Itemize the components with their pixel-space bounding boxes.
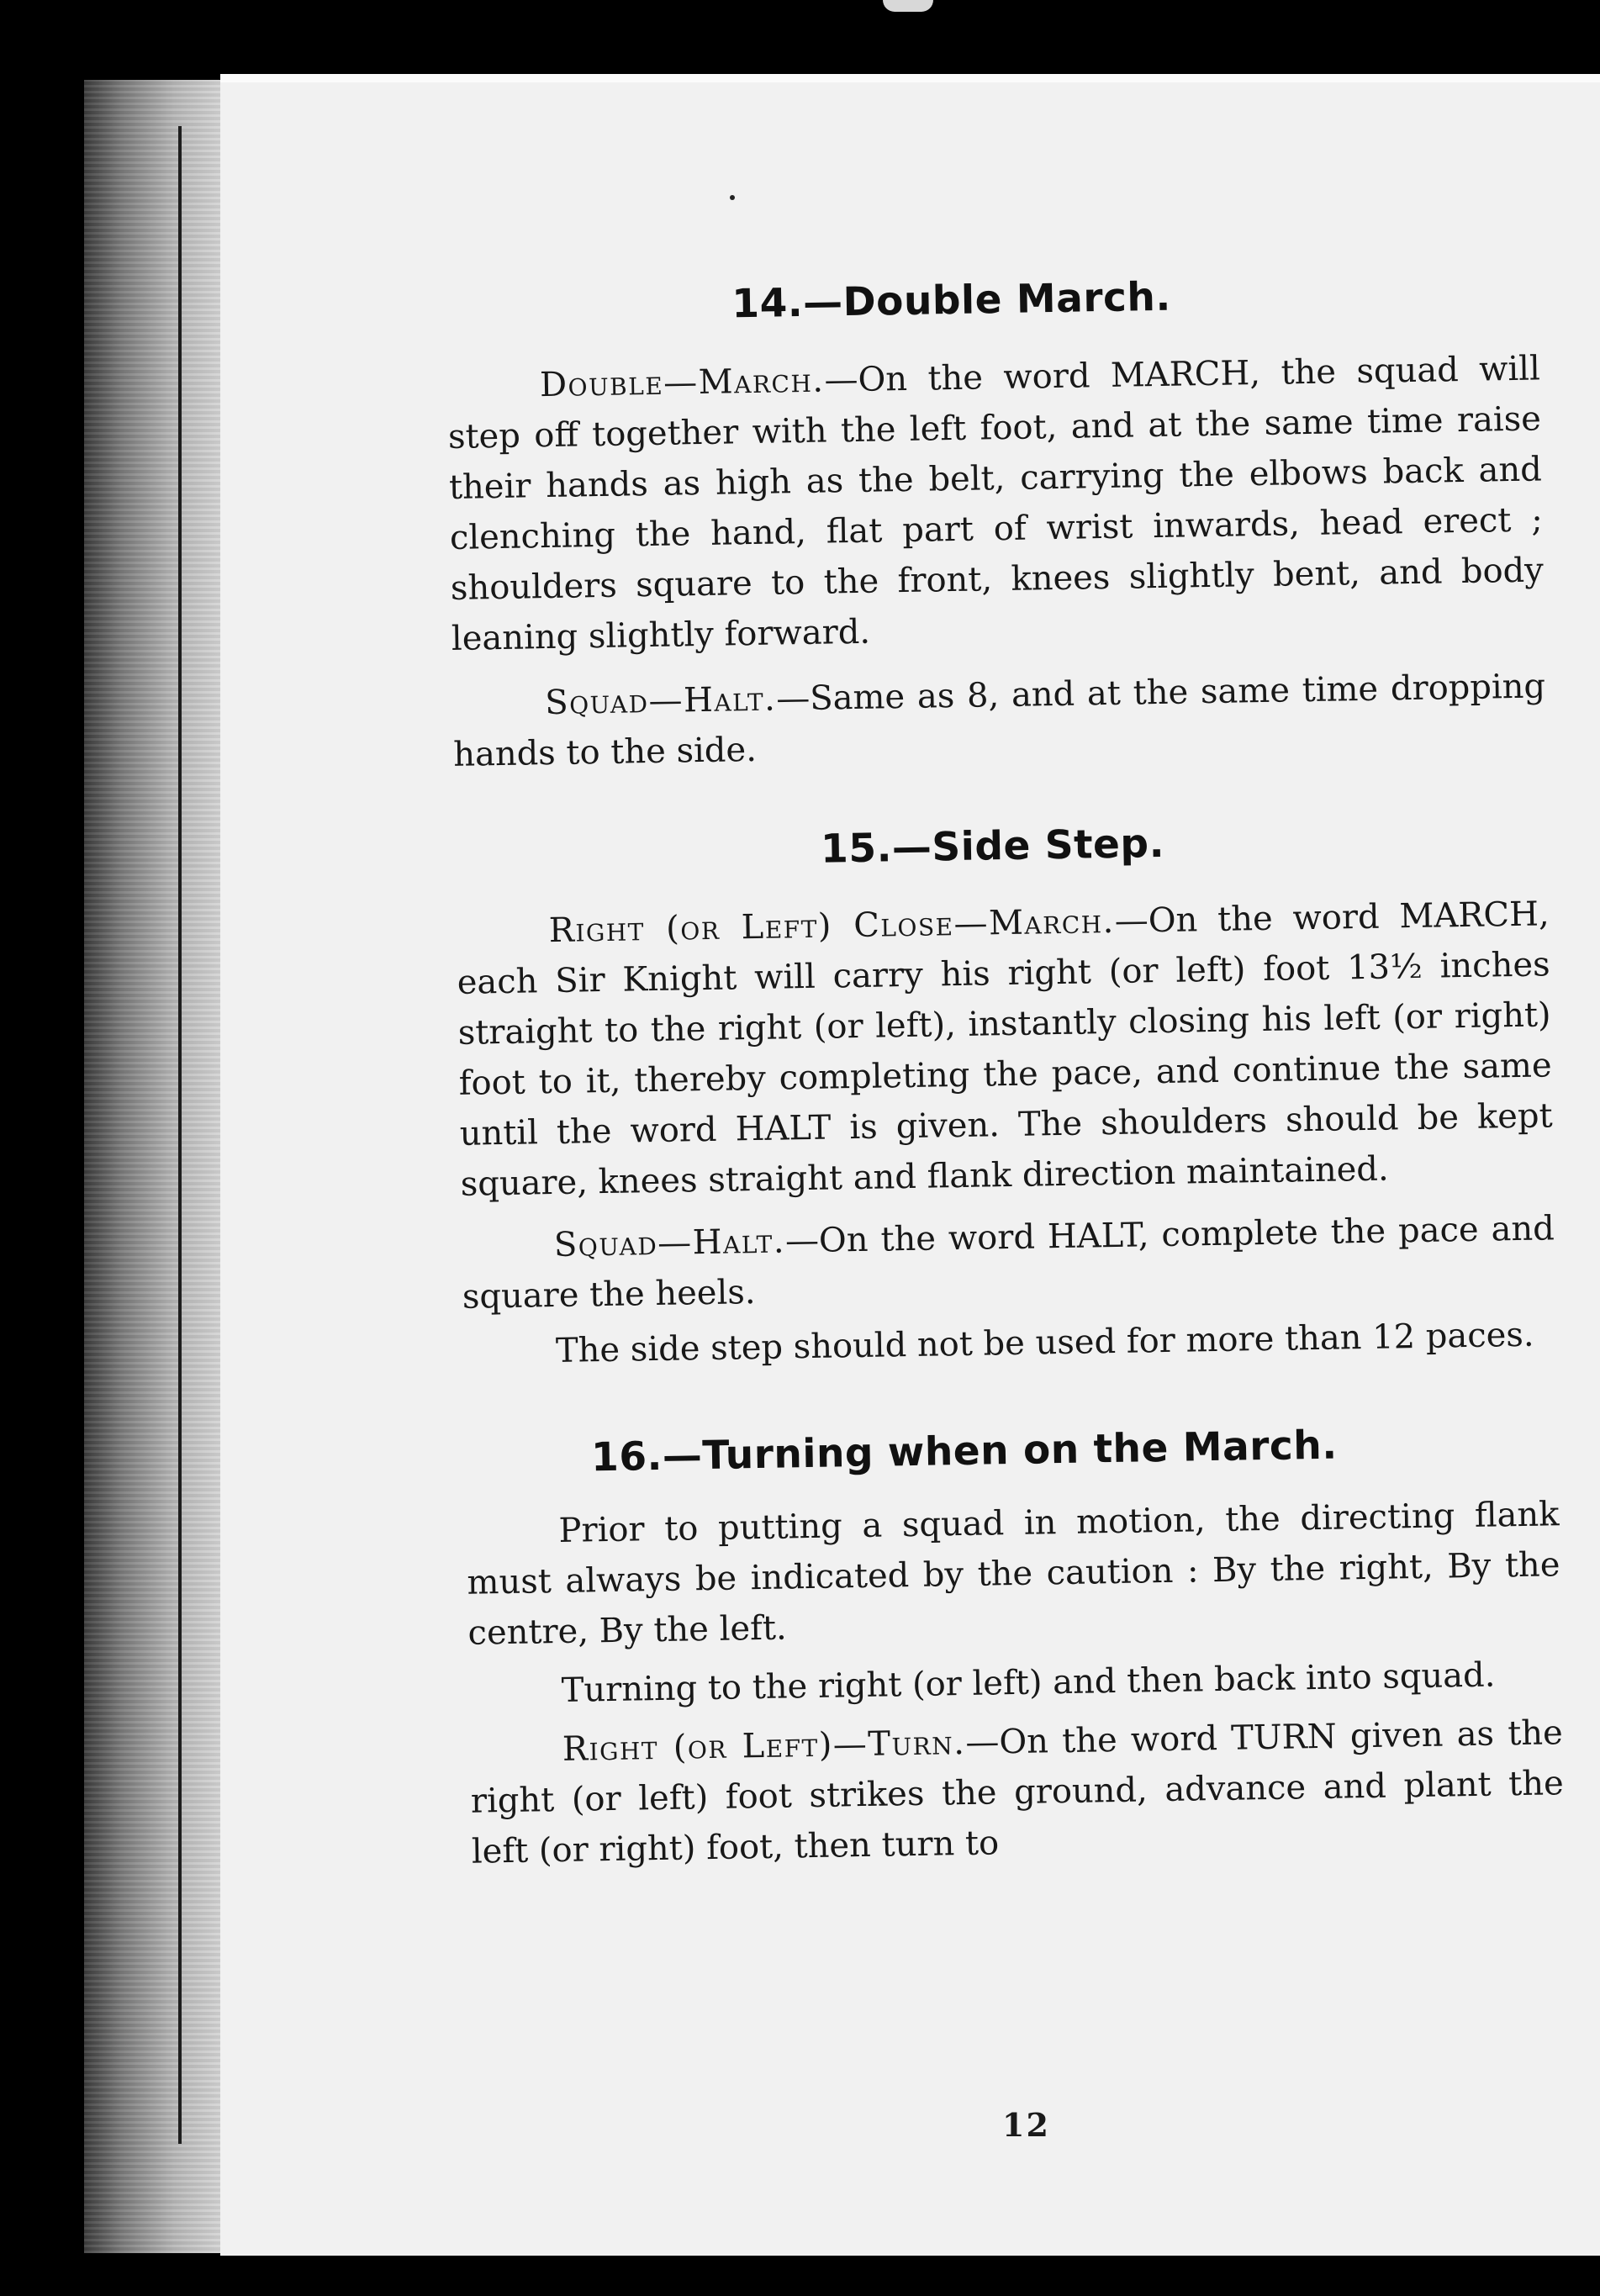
section-heading: 15.—Side Step. (820, 821, 1165, 874)
section-heading: 14.—Double March. (731, 273, 1172, 328)
command-lead: Squad—Halt. (544, 679, 777, 723)
paragraph (446, 344, 1545, 665)
scan-bottom-border (84, 2256, 1600, 2296)
paragraph (469, 1707, 1565, 1877)
ink-speck (730, 195, 735, 200)
scan-artifact (883, 0, 933, 12)
paragraph-text: The side step should not be used for more than 12 paces. (555, 1315, 1534, 1370)
paragraph (466, 1489, 1561, 1659)
page-content (446, 267, 1565, 1876)
paragraph-text: —On the word MARCH, each Sir Knight will carry his right (or left) foot 13½ inches straight to the right (or left), instantly closing his left (or right) foot to it, thereby completing the pace, and continue the same until the word HALT is given. The shoulders should be kept square, knees straight and flank direction maintained. (457, 895, 1553, 1204)
paragraph (456, 889, 1554, 1210)
command-lead: Right (or Left) Close—March. (548, 901, 1116, 950)
page-number: 12 (1002, 2106, 1050, 2144)
paragraph-text: —On the word TURN given as the right (or left) foot strikes the ground, advance and plant the left (or right) foot, then turn to (470, 1713, 1565, 1871)
paragraph (452, 662, 1547, 781)
paragraph-text: Turning to the right (or left) and then back into squad. (561, 1655, 1496, 1711)
section-heading: 16.—Turning when on the March. (590, 1422, 1338, 1481)
command-lead: Squad—Halt. (553, 1222, 786, 1264)
command-lead: Double—March. (539, 361, 825, 405)
paragraph-text: Prior to putting a squad in motion, the directing flank must always be indicated by the caution : By the right, By the centre, By the left. (467, 1495, 1560, 1653)
page-top-edge (220, 74, 1600, 82)
paragraph-text: —Same as 8, and at the same time dropping hands to the side. (452, 667, 1546, 775)
command-lead: Right (or Left)—Turn. (562, 1723, 966, 1770)
paragraph-text: —On the word HALT, complete the pace and square the heels. (462, 1209, 1555, 1317)
paragraph-text: —On the word MARCH, the squad will step off together with the left foot, and at the same time raise their hands as high as the belt, carrying the elbows back and clenching the hand, flat part of wrist inwards, head erect ; shoulders square to the front, knees slightly bent, and body leaning slightly forward. (447, 349, 1545, 659)
page-gutter-line (178, 126, 182, 2144)
paragraph (461, 1203, 1555, 1322)
